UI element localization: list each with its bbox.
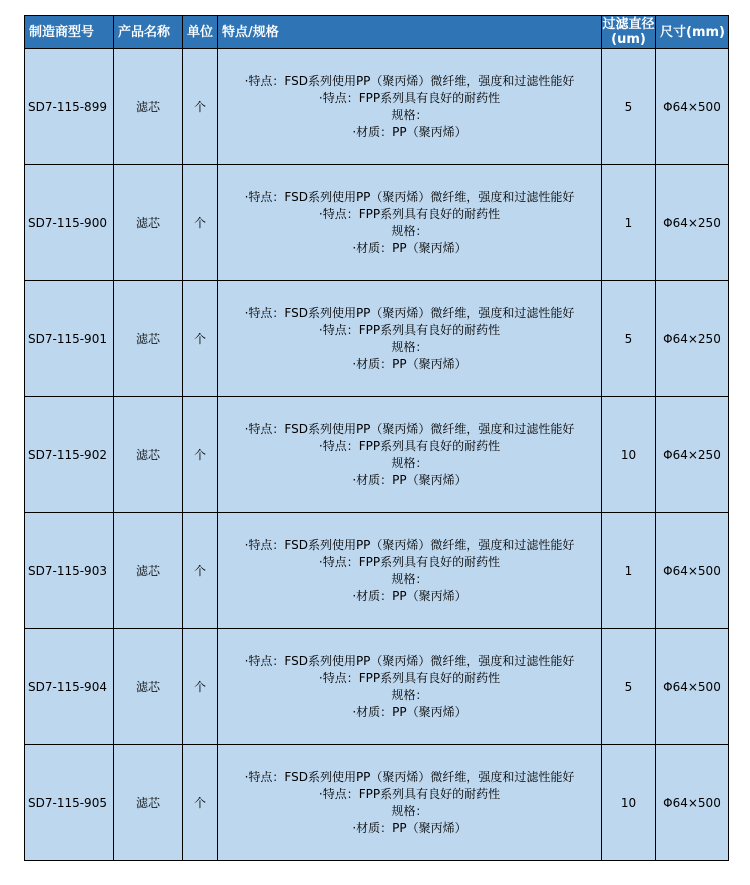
cell-model: SD7-115-905 [25, 745, 114, 861]
cell-spec [218, 49, 602, 165]
cell-filter-diameter: 5 [602, 629, 656, 745]
table-row [25, 513, 729, 629]
spec-line: 规格： [391, 687, 428, 702]
spec-line: ·材质：PP（聚丙烯） [352, 704, 467, 719]
spec-line: ·特点：FPP系列具有良好的耐药性 [318, 438, 501, 453]
cell-unit: 个 [183, 165, 218, 281]
spec-line: ·特点：FSD系列使用PP（聚丙烯）微纤维，强度和过滤性能好 [244, 305, 575, 320]
spec-line: ·特点：FPP系列具有良好的耐药性 [318, 322, 501, 337]
cell-spec [218, 629, 602, 745]
header-spec: 特点/规格 [218, 16, 602, 49]
spec-line: 规格： [391, 803, 428, 818]
cell-filter-diameter: 5 [602, 281, 656, 397]
spec-line: ·特点：FPP系列具有良好的耐药性 [318, 670, 501, 685]
cell-model: SD7-115-899 [25, 49, 114, 165]
spec-line: 规格： [391, 223, 428, 238]
spec-line: ·特点：FPP系列具有良好的耐药性 [318, 90, 501, 105]
cell-model: SD7-115-900 [25, 165, 114, 281]
spec-line: ·特点：FSD系列使用PP（聚丙烯）微纤维，强度和过滤性能好 [244, 653, 575, 668]
cell-product-name: 滤芯 [114, 397, 183, 513]
spec-line: ·特点：FSD系列使用PP（聚丙烯）微纤维，强度和过滤性能好 [244, 769, 575, 784]
cell-size: Φ64×500 [656, 49, 729, 165]
cell-unit: 个 [183, 49, 218, 165]
cell-size: Φ64×500 [656, 513, 729, 629]
product-table [24, 15, 729, 861]
spec-line: ·材质：PP（聚丙烯） [352, 356, 467, 371]
header-product-name: 产品名称 [114, 16, 183, 49]
table-row [25, 165, 729, 281]
cell-model: SD7-115-902 [25, 397, 114, 513]
spec-line: 规格： [391, 339, 428, 354]
table-row [25, 281, 729, 397]
spec-line: ·材质：PP（聚丙烯） [352, 588, 467, 603]
cell-size: Φ64×250 [656, 281, 729, 397]
cell-unit: 个 [183, 629, 218, 745]
header-size: 尺寸(mm) [656, 16, 729, 49]
cell-unit: 个 [183, 397, 218, 513]
cell-spec [218, 745, 602, 861]
cell-filter-diameter: 10 [602, 397, 656, 513]
table-row [25, 49, 729, 165]
spec-line: ·特点：FPP系列具有良好的耐药性 [318, 786, 501, 801]
cell-filter-diameter: 5 [602, 49, 656, 165]
header-unit: 单位 [183, 16, 218, 49]
cell-model: SD7-115-903 [25, 513, 114, 629]
spec-line: 规格： [391, 107, 428, 122]
cell-size: Φ64×500 [656, 629, 729, 745]
spec-line: ·特点：FPP系列具有良好的耐药性 [318, 206, 501, 221]
cell-filter-diameter: 1 [602, 513, 656, 629]
spec-line: ·特点：FPP系列具有良好的耐药性 [318, 554, 501, 569]
spec-line: ·材质：PP（聚丙烯） [352, 240, 467, 255]
cell-product-name: 滤芯 [114, 49, 183, 165]
header-filter-diameter: 过滤直径(um) [602, 17, 655, 47]
cell-spec [218, 397, 602, 513]
cell-size: Φ64×250 [656, 397, 729, 513]
cell-model: SD7-115-901 [25, 281, 114, 397]
spec-line: 规格： [391, 455, 428, 470]
spec-line: 规格： [391, 571, 428, 586]
cell-unit: 个 [183, 281, 218, 397]
spec-line: ·特点：FSD系列使用PP（聚丙烯）微纤维，强度和过滤性能好 [244, 73, 575, 88]
table-row [25, 629, 729, 745]
cell-model: SD7-115-904 [25, 629, 114, 745]
cell-size: Φ64×250 [656, 165, 729, 281]
table-row [25, 745, 729, 861]
cell-product-name: 滤芯 [114, 165, 183, 281]
cell-product-name: 滤芯 [114, 281, 183, 397]
header-model: 制造商型号 [25, 16, 114, 49]
cell-spec [218, 281, 602, 397]
cell-spec [218, 513, 602, 629]
cell-unit: 个 [183, 513, 218, 629]
product-table-container [24, 15, 729, 861]
spec-line: ·材质：PP（聚丙烯） [352, 472, 467, 487]
cell-size: Φ64×500 [656, 745, 729, 861]
cell-unit: 个 [183, 745, 218, 861]
cell-filter-diameter: 1 [602, 165, 656, 281]
cell-product-name: 滤芯 [114, 629, 183, 745]
table-row [25, 397, 729, 513]
cell-product-name: 滤芯 [114, 513, 183, 629]
cell-product-name: 滤芯 [114, 745, 183, 861]
header-row [25, 16, 729, 49]
cell-spec [218, 165, 602, 281]
cell-filter-diameter: 10 [602, 745, 656, 861]
spec-line: ·特点：FSD系列使用PP（聚丙烯）微纤维，强度和过滤性能好 [244, 189, 575, 204]
spec-line: ·特点：FSD系列使用PP（聚丙烯）微纤维，强度和过滤性能好 [244, 421, 575, 436]
spec-line: ·材质：PP（聚丙烯） [352, 820, 467, 835]
spec-line: ·特点：FSD系列使用PP（聚丙烯）微纤维，强度和过滤性能好 [244, 537, 575, 552]
spec-line: ·材质：PP（聚丙烯） [352, 124, 467, 139]
